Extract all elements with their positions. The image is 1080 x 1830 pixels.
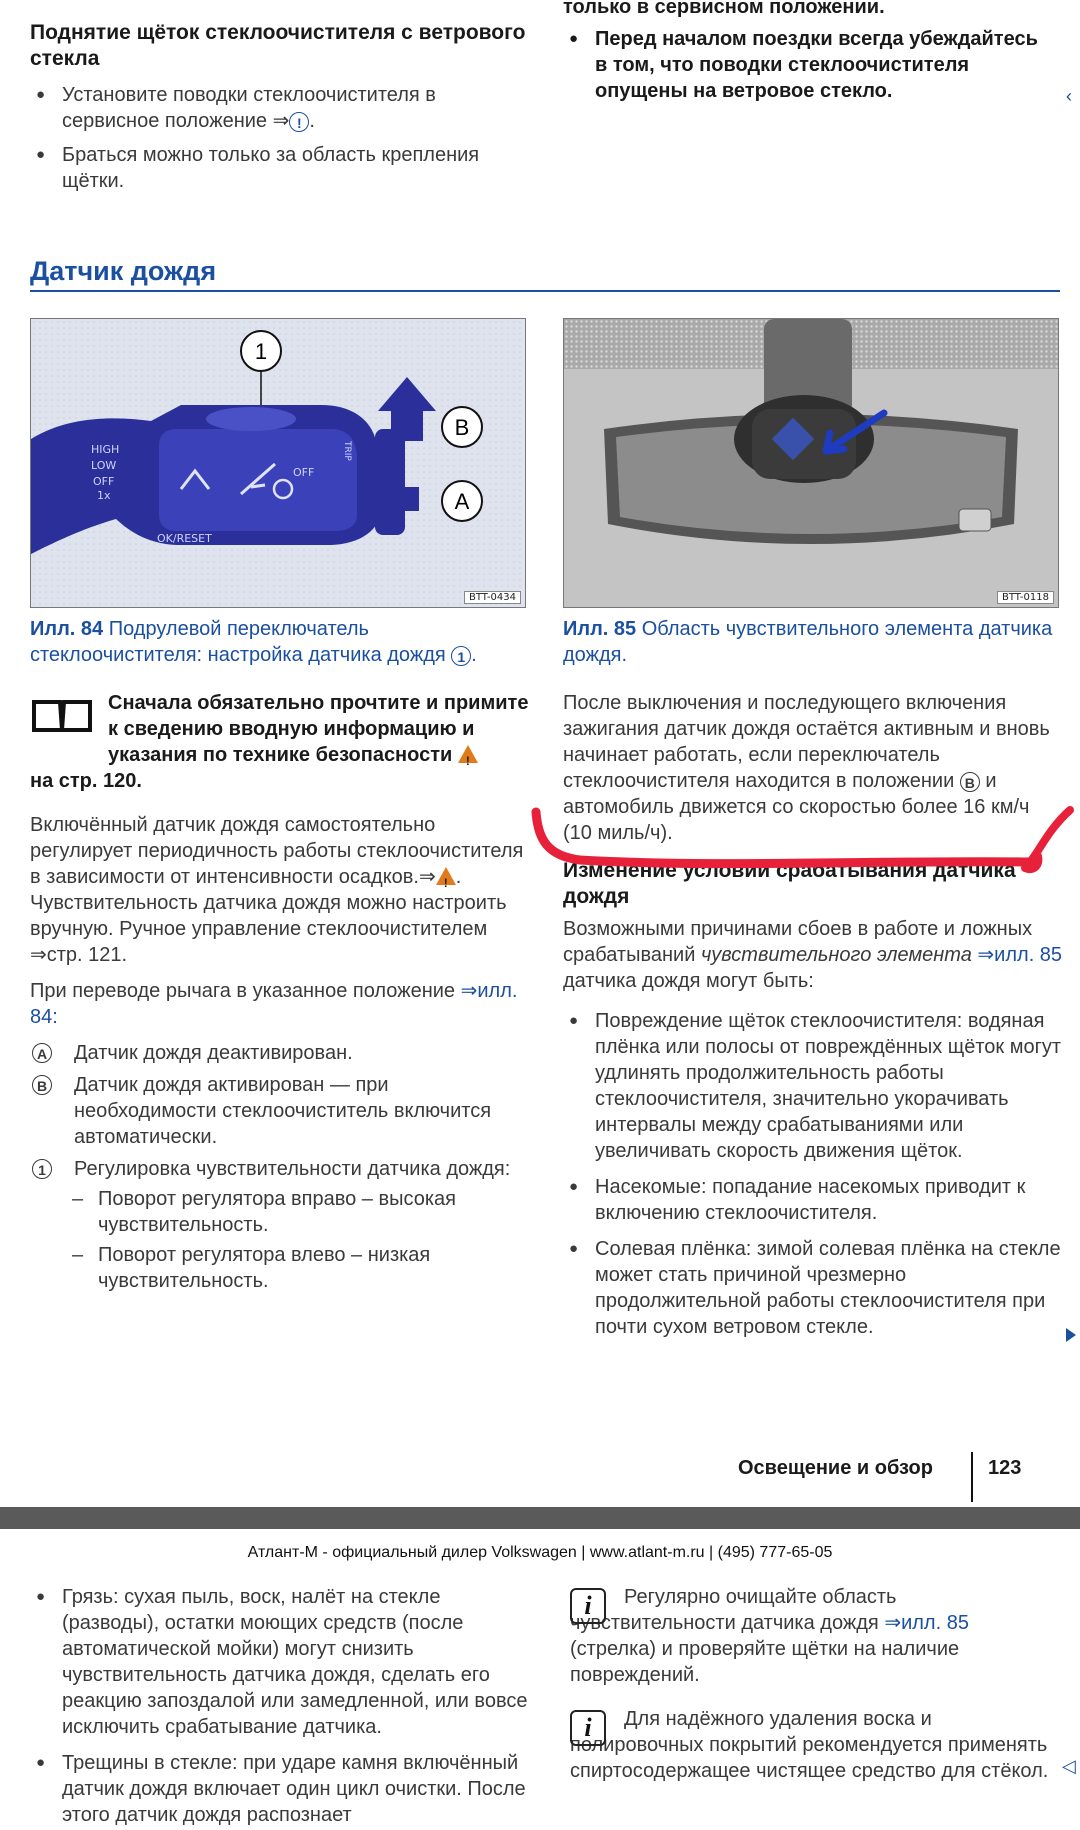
lever-label-high: HIGH — [91, 443, 120, 456]
lever-label-low: LOW — [91, 459, 117, 472]
figure-84-caption: Илл. 84 Подрулевой переключатель стеклоочистителя: настройка датчика дождя 1 . — [30, 618, 477, 666]
page-separator — [0, 1507, 1080, 1529]
sensitivity-low: – Поворот регулятора влево – низкая чувствительность. — [30, 1242, 530, 1294]
list-item: ● Повреждение щёток стеклоочистителя: водяная плёнка или полосы от повреждённых щёток могут удлинять продолжительность работы стеклоочистителя, значительно укорачивать интервалы между срабатываниями или увеличивать скорость движения щёток. — [563, 1008, 1063, 1164]
lever-label-off: OFF — [93, 475, 115, 488]
list-item: ● Трещины в стекле: при ударе камня включённый датчик дождя включает один цикл очистки. После этого датчик дождя распознает — [30, 1750, 530, 1828]
lever-label-off-2: OFF — [293, 466, 315, 479]
top-left-block — [30, 20, 530, 194]
page-number: 123 — [988, 1457, 1022, 1479]
callout-1: 1 — [254, 339, 268, 364]
legend-item-a: A Датчик дождя деактивирован. — [30, 1040, 530, 1066]
section-title: Датчик дождя — [30, 256, 217, 286]
notice-icon: ! — [289, 112, 309, 132]
callout-ref: 1 — [451, 646, 471, 666]
right-column — [563, 690, 1063, 1340]
warning-icon — [436, 867, 456, 885]
legend-item-1: 1 Регулировка чувствительности датчика дождя: — [30, 1156, 530, 1182]
rain-sensor-illustration — [564, 319, 1058, 607]
warning-icon — [458, 745, 478, 763]
info-icon: i — [570, 1588, 606, 1624]
auto-adjust-paragraph: Включённый датчик дождя самостоятельно регулирует периодичность работы стеклоочистителя в зависимости от интенсивности осадков.⇒! . Чувствительность датчика дождя можно настроить вручную. Ручное управление стеклоочистителем ⇒стр. 121. — [30, 812, 530, 968]
info-note-2: i Для надёжного удаления воска и полировочных покрытий рекомендуется применять спиртосодержащее чистящее средство для стёкол. — [570, 1708, 1049, 1782]
callout-b: B — [454, 415, 470, 440]
lever-label-okreset: OK/RESET — [157, 532, 212, 545]
notice-page: на стр. 120. — [30, 770, 142, 792]
sensitivity-high: – Поворот регулятора вправо – высокая чувствительность. — [30, 1186, 530, 1238]
left-column — [30, 690, 530, 1294]
footer-divider — [971, 1452, 973, 1502]
next-right-column — [570, 1584, 1060, 1784]
footer-section: Освещение и обзор — [738, 1457, 933, 1479]
info-note-1: i Регулярно очищайте область чувствительности датчика дождя ⇒илл. 85 (стрелка) и проверяйте щётки на наличие повреждений. — [570, 1586, 969, 1686]
top-right-block — [563, 0, 1053, 104]
figure-code: BTT-0434 — [464, 591, 521, 604]
list-item: ● Солевая плёнка: зимой солевая плёнка на стекле может стать причиной чрезмерно продолжительной работы стеклоочистителя при почти сухом ветровом стекле. — [563, 1236, 1063, 1340]
continue-arrow-icon: ◁ — [1062, 1756, 1076, 1776]
list-item: ● Грязь: сухая пыль, воск, налёт на стекле (разводы), остатки моющих средств (после автоматической мойки) могут снизить чувствительность датчика дождя, сделать его реакцию запоздалой или замедленной, или вовсе исключить срабатывание датчика. — [30, 1584, 530, 1740]
dealer-line: Атлант-М - официальный дилер Volkswagen | www.atlant-m.ru | (495) 777-65-05 — [247, 1544, 833, 1561]
figure-85-caption: Илл. 85 Область чувствительного элемента датчика дождя. — [563, 618, 1053, 666]
red-marker-underline — [520, 790, 1080, 890]
list-item: ● Установите поводки стеклоочистителя в сервисное положение ⇒ ! . — [30, 82, 530, 134]
figure-85 — [563, 318, 1059, 608]
reactivation-paragraph: После выключения и последующего включения зажигания датчик дождя остаётся активным и вновь начинает работать, если переключатель стеклоочистителя находится в положении B и автомобиль движется со скоростью более 16 км/ч (10 миль/ч). — [563, 692, 1050, 844]
wiper-lever-illustration — [31, 319, 525, 607]
list-item: ● Перед началом поездки всегда убеждайтесь в том, что поводки стеклоочистителя опущены на ветровое стекло. — [563, 26, 1053, 104]
wiper-lift-heading: Поднятие щёток стеклоочистителя с ветрового стекла — [30, 21, 526, 70]
figure-84 — [30, 318, 526, 608]
list-item: ● Насекомые: попадание насекомых приводит к включению стеклоочистителя. — [563, 1174, 1063, 1226]
top-right-line: только в сервисном положении. — [563, 0, 885, 18]
list-item: ● Браться можно только за область крепления щётки. — [30, 142, 530, 194]
causes-paragraph: Возможными причинами сбоев в работе и ложных срабатываний чувствительного элемента ⇒илл. 85 датчика дождя могут быть: — [563, 918, 1063, 992]
position-b-icon: B — [960, 772, 980, 792]
lever-label-1x: 1x — [97, 489, 111, 502]
continue-arrow-icon: ‹ — [1066, 86, 1072, 106]
lever-paragraph: При переводе рычага в указанное положение ⇒илл. 84: — [30, 980, 518, 1028]
book-icon — [30, 696, 94, 734]
legend-item-b: B Датчик дождя активирован — при необходимости стеклоочиститель включится автоматически. — [30, 1072, 530, 1150]
section-rule — [30, 290, 1060, 292]
safety-notice: Сначала обязательно прочтите и примите к сведению вводную информацию и указания по технике безопасности ! — [30, 690, 530, 768]
lever-label-trip: TRIP — [342, 441, 352, 461]
callout-a: A — [454, 489, 470, 514]
figure-code: BTT-0118 — [997, 591, 1054, 604]
subheading: Изменение условий срабатывания датчика дождя — [563, 859, 1016, 908]
info-icon: i — [570, 1710, 606, 1746]
next-left-column — [30, 1584, 530, 1828]
continue-arrow-icon — [1066, 1328, 1076, 1342]
